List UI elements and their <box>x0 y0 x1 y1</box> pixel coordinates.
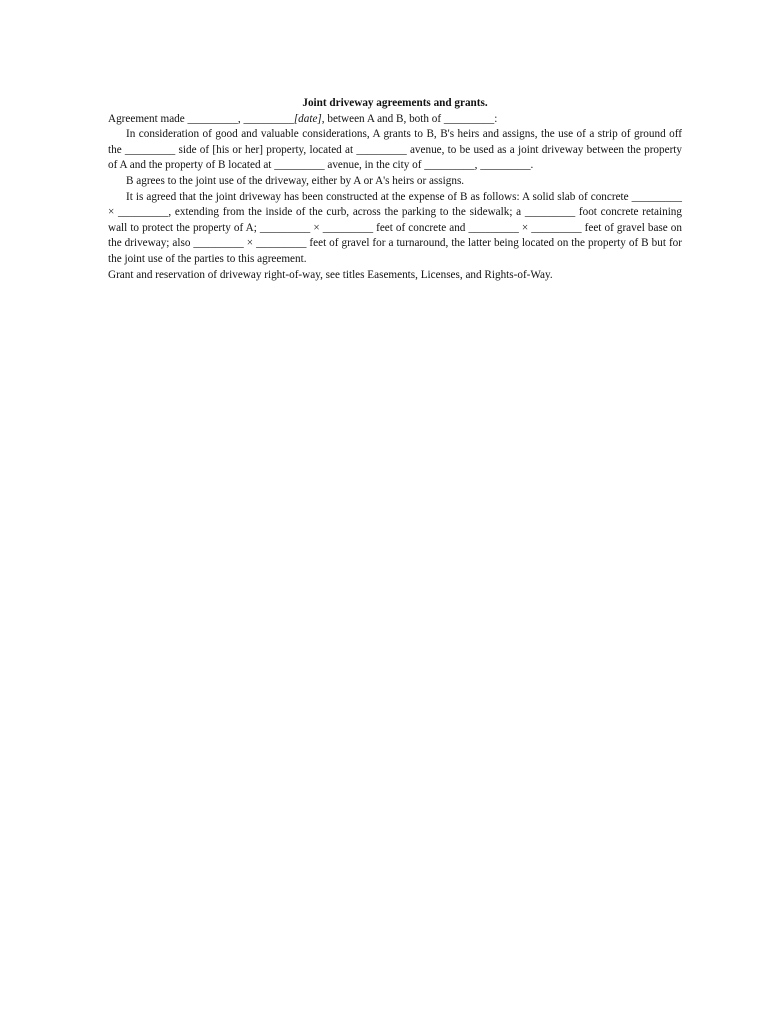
construction-paragraph: It is agreed that the joint driveway has been constructed at the expense of B as follows: A solid slab of concrete _________ × _________, extending from the inside of the curb, across the parking to the sidewalk; a _________ foot concrete retaining wall to protect the property of A; _________ × _________ feet of concrete and _________ × _________ feet of gravel base on the driveway; also _________ × _________ feet of gravel for a turnaround, the latter being located on the property of B but for the joint use of the parties to this agreement. <box>108 190 682 265</box>
joint-use-paragraph: B agrees to the joint use of the driveway, either by A or A's heirs or assigns. <box>126 174 465 187</box>
intro-text-start: Agreement made _________, _________ <box>108 112 294 125</box>
consideration-paragraph: In consideration of good and valuable considerations, A grants to B, B's heirs and assigns, the use of a strip of ground off the _________ side of [his or her] property, located at _________ avenue, to be used as a joint driveway between the property of A and the property of B located at _________ avenue, in the city of _________, _________. <box>108 128 682 172</box>
intro-text-end: , between A and B, both of _________: <box>321 112 498 125</box>
date-placeholder: [date] <box>293 112 322 125</box>
cross-reference-line: Grant and reservation of driveway right-of-way, see titles Easements, Licenses, and Rights-of-Way. <box>108 268 553 281</box>
document-body <box>108 96 682 283</box>
document-title: Joint driveway agreements and grants. <box>302 97 488 109</box>
agreement-intro-line <box>108 112 682 128</box>
